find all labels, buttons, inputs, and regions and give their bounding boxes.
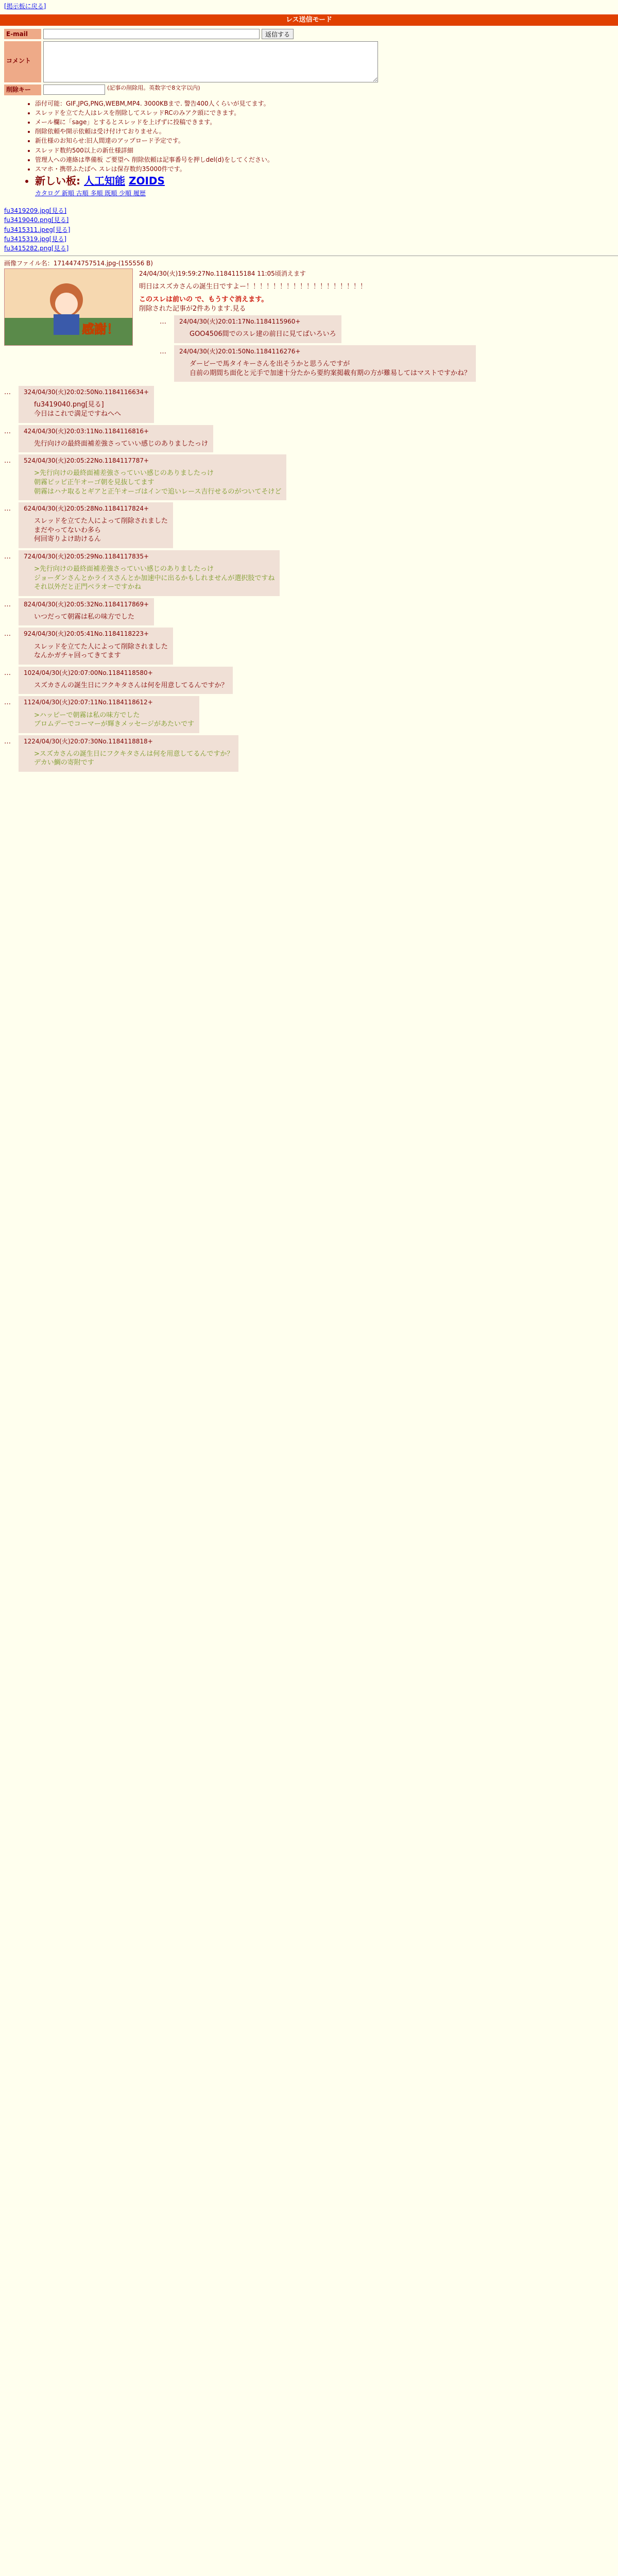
reply-row <box>4 502 614 548</box>
reply-body: ダービーで馬タイキーさんを出そうかと思うんですが 自前の期間ち面化と元手で加速十分たから要約案掲載有期の方が難易してはマストですかね？ <box>190 360 471 377</box>
reply-body: >ハッピーで朝霧は私の味方でした ブロムデーでコーマーが輝きメッセージがあたいです <box>34 711 194 728</box>
reply-row <box>4 425 614 453</box>
reply-mode-banner: レス送信モード <box>0 14 618 26</box>
reply-list <box>4 386 614 772</box>
reply-gutter: … <box>4 388 11 397</box>
reply-gutter: … <box>4 630 11 638</box>
reply-header[interactable]: 524/04/30(火)20:05:22No.1184117787+ <box>24 457 149 465</box>
reply-header[interactable]: 624/04/30(火)20:05:28No.1184117824+ <box>24 505 149 513</box>
svg-text:感謝！: 感謝！ <box>82 322 119 337</box>
reply-body: >先行向けの最終面補差強さっていい感じのありましたっけ ジョーダンさんとかライスさんとか加速中に出るかもしれませんが選択肢ですね それ以外だと正門ベラオーですかね <box>34 565 275 591</box>
comment-field[interactable] <box>43 41 378 82</box>
rule-item: • 削除依頼や開示依頼は受け付けておりません。 <box>35 127 614 135</box>
reply-row <box>4 735 614 772</box>
reply-post <box>19 667 233 694</box>
rule-item: • スレッドを立てた人はレスを削除してスレッドRCのみアク頭にできます。 <box>35 109 614 117</box>
board-rules <box>35 99 614 198</box>
reply-header[interactable]: 424/04/30(火)20:03:11No.1184116816+ <box>24 427 149 435</box>
reply-post <box>19 628 173 664</box>
reply-post <box>174 315 341 343</box>
reply-gutter: … <box>4 505 11 513</box>
op-post-body: 明日はスズカさんの誕生日ですよー！！！！！！！！！！！！！！！！！！ <box>139 282 367 291</box>
reply-gutter: … <box>4 600 11 608</box>
reply-body: スズカさんの誕生日にフクキタさんは何を用意してるんですか？ <box>34 681 228 689</box>
deleted-posts-notice[interactable]: 削除された記事が2件あります.見る <box>139 304 246 313</box>
rule-item: • 新仕様のお知らせ:旧人間達のアップロード予定です。 <box>35 137 614 145</box>
reply-post <box>19 454 286 500</box>
reply-header[interactable]: 24/04/30(火)20:01:17No.1184115960+ <box>179 318 301 326</box>
new-board-link-zoids[interactable]: ZOIDS <box>128 175 165 188</box>
file-link[interactable]: fu3415282.png[見る] <box>4 245 69 252</box>
thread: 画像ファイル名：1714474757514.jpg-(155556 B) 感謝！ 24/04/30(火)19:59:27No.1184115184 11:05頃消えます 明日はスズカさんの誕生日ですよー！！！！！！！！！！！！！！！！！！ このスレは前いの で、もうすぐ消えます。 削除された記事が2件あります.見る … 24/04/30(火)20:01:17No.1184115960+ GOO4506間でのスレ建の前日に見てばいろいろ … 24/04/30(火)20:01:50No.1184116276+ ダービーで馬タイキーさんを出そうかと思うんですが 自前の期間ち面化と元手で加速十分たから要約案掲載有期の方が難易してはマストですかね？ … 324/04/30(火)20:02:50No.1184116634+ fu3419040.png[見る] 今日はこれで満足ですねへへ … 424/04/30(火)20:03:11No.1184116816+ 先行向けの最終面補差強さっていい感じのありましたっけ … 524/04/30(火)20:05:22No.1184117787+ >先行向けの最終面補差強さっていい感じのありましたっけ 朝霧ピッピ正午オーゴ朝を見抜してます 朝霧はハナ取るとギアと正午オーゴはインで追いレース吉行せるのがついてそけど … 624/04/30(火)20:05:28No.1184117824+ スレッドを立てた人によって削除されました まだやってないわ多ら 何回寄りよけ助けるん … 724/04/30(火)20:05:29No.1184117835+ >先行向けの最終面補差強さっていい感じのありましたっけ ジョーダンさんとかライスさんとか加速中に出るかもしれませんが選択肢ですね それ以外だと正門ベラオーですかね … 824/04/30(火)20:05:32No.1184117869+ いつだって朝霧は私の味方でした … 924/04/30(火)20:05:41No.1184118223+ スレッドを立てた人によって削除されました なんかガチャ回ってきてます … 1024/04/30(火)20:07:00No.1184118580+ スズカさんの誕生日にフクキタさんは何を用意してるんですか？ … 1124/04/30(火)20:07:11No.1184118612+ >ハッピーで朝霧は私の味方でした ブロムデーでコーマーが輝きメッセージがあたいです … 1224/04/30(火)20:07:30No.1184118818+ >スズカさんの誕生日にフクキタさんは何を用意してるんですか？ デカい鯛の寄附です <box>0 259 618 772</box>
op-thumbnail-image[interactable] <box>4 268 133 346</box>
reply-gutter: … <box>4 427 11 435</box>
reply-header[interactable]: 824/04/30(火)20:05:32No.1184117869+ <box>24 600 149 608</box>
email-field[interactable] <box>43 29 260 39</box>
reply-gutter: … <box>4 552 11 561</box>
submit-reply-button[interactable]: 返信する <box>262 29 294 39</box>
reply-body: スレッドを立てた人によって削除されました まだやってないわ多ら 何回寄りよけ助けるん <box>34 517 168 544</box>
reply-gutter: … <box>4 699 11 707</box>
reply-row <box>4 628 614 664</box>
reply-header[interactable]: 324/04/30(火)20:02:50No.1184116634+ <box>24 388 149 396</box>
rule-item: • 添付可能：GIF,JPG,PNG,WEBM,MP4. 3000KBまで. 警告400人くらいが見てます。 <box>35 99 614 108</box>
new-board-link-ai[interactable]: 人工知能 <box>83 175 125 188</box>
reply-header[interactable]: 924/04/30(火)20:05:41No.1184118223+ <box>24 630 149 638</box>
reply-header[interactable]: 1224/04/30(火)20:07:30No.1184118818+ <box>24 737 153 745</box>
reply-row <box>4 598 614 626</box>
thread-expiry-warning: このスレは前いの で、もうすぐ消えます。 <box>139 296 268 304</box>
reply-post <box>19 386 154 422</box>
email-label: E-mail <box>4 29 41 39</box>
reply-body: >先行向けの最終面補差強さっていい感じのありましたっけ 朝霧ピッピ正午オーゴ朝を見抜してます 朝霧はハナ取るとギアと正午オーゴはインで追いレース吉行せるのがついてそけど <box>34 469 282 496</box>
rule-item: • メール欄に「sage」とするとスレッドを上げずに投稿できます。 <box>35 118 614 126</box>
rule-item: • スレッド数約500以上の新仕様詳細 <box>35 146 614 155</box>
reply-gutter: … <box>4 669 11 677</box>
reply-body: いつだって朝霧は私の味方でした <box>34 613 135 621</box>
reply-post <box>19 502 173 548</box>
rule-item: • 管理人への連絡は準備板 ご要望へ 削除依頼は記事番号を押しdel(d)をしてください。 <box>35 156 614 164</box>
op-post-header: 24/04/30(火)19:59:27No.1184115184 11:05頃消えます <box>139 270 306 278</box>
reply-body: 先行向けの最終面補差強さっていい感じのありましたっけ <box>34 439 209 448</box>
op-image-filename[interactable]: 画像ファイル名：1714474757514.jpg-(155556 B) <box>4 260 153 267</box>
delete-key-label: 削除キー <box>4 84 41 95</box>
reply-post <box>19 696 199 733</box>
reply-header[interactable]: 724/04/30(火)20:05:29No.1184117835+ <box>24 552 149 560</box>
reply-post <box>19 425 213 453</box>
reply-body: >スズカさんの誕生日にフクキタさんは何を用意してるんですか？ デカい鯛の寄附です <box>34 750 234 767</box>
delete-key-field[interactable] <box>43 84 105 95</box>
reply-header[interactable]: 24/04/30(火)20:01:50No.1184116276+ <box>179 347 301 355</box>
reply-header[interactable]: 1024/04/30(火)20:07:00No.1184118580+ <box>24 669 153 676</box>
reply-body: GOO4506間でのスレ建の前日に見てばいろいろ <box>190 330 336 338</box>
new-board-notice: • 新しい板: 人工知能 ZOIDS <box>35 174 614 188</box>
reply-row <box>4 696 614 733</box>
file-link[interactable]: fu3415311.jpeg[見る] <box>4 226 71 233</box>
reply-gutter: … <box>4 457 11 465</box>
post-form <box>0 26 618 200</box>
file-link[interactable]: fu3419040.png[見る] <box>4 216 69 224</box>
reply-post <box>19 598 154 626</box>
rule-item: • スマホ・携帯ふたばへ スレは保存数約35000件です。 <box>35 165 614 173</box>
file-link[interactable]: fu3419209.jpg[見る] <box>4 207 67 215</box>
reply-body: スレッドを立てた人によって削除されました なんかガチャ回ってきてます <box>34 642 168 660</box>
reply-post <box>19 550 280 596</box>
reply-body: fu3419040.png[見る] 今日はこれで満足ですねへへ <box>34 401 122 418</box>
reply-row <box>4 550 614 596</box>
file-link[interactable]: fu3415319.jpg[見る] <box>4 235 67 243</box>
reply-row <box>4 454 614 500</box>
reply-header[interactable]: 1124/04/30(火)20:07:11No.1184118612+ <box>24 699 153 706</box>
recent-files-list <box>4 207 618 252</box>
reply-row <box>4 667 614 694</box>
reply-post <box>19 735 238 772</box>
back-to-board-link[interactable]: [掲示板に戻る] <box>4 3 46 10</box>
reply-row <box>4 386 614 422</box>
reply-post <box>174 345 476 382</box>
reply-gutter: … <box>4 737 11 745</box>
delete-key-note: (記事の削除用。英数字で8文字以内) <box>107 84 200 92</box>
catalog-links[interactable]: カタログ 新順 古順 多順 既順 少順 履歴 <box>35 190 146 197</box>
comment-label: コメント <box>4 41 41 82</box>
